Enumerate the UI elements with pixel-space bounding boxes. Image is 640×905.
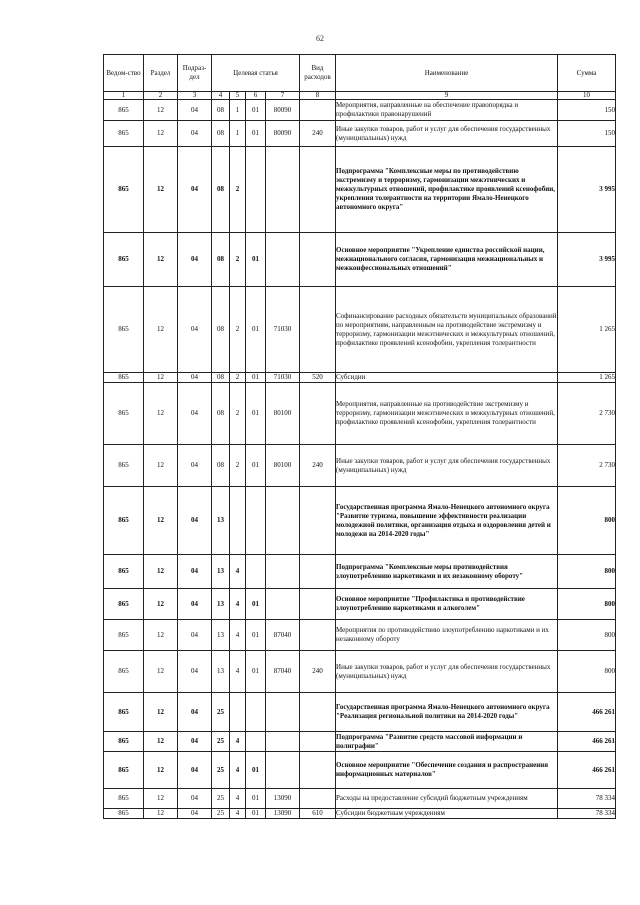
target-event-cell: 01 (246, 287, 266, 373)
target-subprogram-cell: 4 (230, 789, 246, 809)
sum-cell: 3 995 (558, 147, 616, 233)
target-program-cell: 08 (212, 287, 230, 373)
vedomstvo-cell: 865 (104, 147, 144, 233)
target-program-cell: 25 (212, 752, 230, 789)
target-subprogram-cell: 1 (230, 100, 246, 121)
target-subprogram-cell: 2 (230, 147, 246, 233)
podrazdel-cell: 04 (178, 651, 212, 693)
target-direction-cell (266, 555, 300, 589)
target-subprogram-cell: 2 (230, 233, 246, 287)
header-podrazdel: Подраз-дел (178, 55, 212, 92)
target-event-cell: 01 (246, 121, 266, 147)
vedomstvo-cell: 865 (104, 373, 144, 383)
vid-raskhodov-cell: 240 (300, 121, 336, 147)
target-event-cell (246, 555, 266, 589)
sum-cell: 2 730 (558, 383, 616, 445)
sum-cell: 466 261 (558, 752, 616, 789)
podrazdel-cell: 04 (178, 620, 212, 651)
table-row (104, 651, 616, 693)
vid-raskhodov-cell: 240 (300, 651, 336, 693)
razdel-cell: 12 (144, 789, 178, 809)
table-row (104, 121, 616, 147)
razdel-cell: 12 (144, 651, 178, 693)
header-row (104, 55, 616, 92)
target-direction-cell: 80090 (266, 121, 300, 147)
header-target-article: Целевая статья (212, 55, 300, 92)
target-direction-cell (266, 147, 300, 233)
target-direction-cell: 71030 (266, 373, 300, 383)
target-program-cell: 13 (212, 620, 230, 651)
table-row (104, 789, 616, 809)
razdel-cell: 12 (144, 732, 178, 752)
table-row (104, 445, 616, 487)
target-program-cell: 08 (212, 121, 230, 147)
table-row (104, 589, 616, 620)
vedomstvo-cell: 865 (104, 121, 144, 147)
name-cell: Подпрограмма "Комплексные меры по противодействию экстремизму и терроризму, гармонизации межэтнических и межкультурных отношений, профилактике проявлений ксенофобии, укрепления толерантности на территории Ямало-Ненецкого автономного округа" (336, 147, 558, 233)
target-program-cell: 13 (212, 589, 230, 620)
podrazdel-cell: 04 (178, 752, 212, 789)
target-subprogram-cell: 4 (230, 620, 246, 651)
target-program-cell: 13 (212, 487, 230, 555)
podrazdel-cell: 04 (178, 789, 212, 809)
target-subprogram-cell: 4 (230, 752, 246, 789)
name-cell: Государственная программа Ямало-Ненецкого автономного округа "Развитие туризма, повышение эффективности реализации молодежной политики, организация отдыха и оздоровления детей и молодежи на 2014-2020 годы" (336, 487, 558, 555)
target-event-cell: 01 (246, 789, 266, 809)
table-row (104, 732, 616, 752)
table-row (104, 620, 616, 651)
sum-cell: 78 334 (558, 809, 616, 819)
target-event-cell: 01 (246, 100, 266, 121)
target-program-cell: 08 (212, 233, 230, 287)
target-event-cell (246, 147, 266, 233)
col-number: 8 (300, 92, 336, 100)
target-direction-cell (266, 752, 300, 789)
col-number: 3 (178, 92, 212, 100)
podrazdel-cell: 04 (178, 383, 212, 445)
target-direction-cell (266, 487, 300, 555)
podrazdel-cell: 04 (178, 147, 212, 233)
target-direction-cell (266, 233, 300, 287)
target-direction-cell: 13090 (266, 809, 300, 819)
razdel-cell: 12 (144, 555, 178, 589)
name-cell: Иные закупки товаров, работ и услуг для обеспечения государственных (муниципальных) нужд (336, 445, 558, 487)
razdel-cell: 12 (144, 121, 178, 147)
vedomstvo-cell: 865 (104, 620, 144, 651)
name-cell: Подпрограмма "Комплексные меры противодействия злоупотреблению наркотиками и их незаконному обороту" (336, 555, 558, 589)
target-event-cell (246, 732, 266, 752)
vedomstvo-cell: 865 (104, 555, 144, 589)
col-number: 1 (104, 92, 144, 100)
podrazdel-cell: 04 (178, 121, 212, 147)
col-number: 6 (246, 92, 266, 100)
razdel-cell: 12 (144, 100, 178, 121)
target-program-cell: 25 (212, 789, 230, 809)
target-direction-cell: 13090 (266, 789, 300, 809)
vedomstvo-cell: 865 (104, 651, 144, 693)
sum-cell: 2 730 (558, 445, 616, 487)
vid-raskhodov-cell (300, 732, 336, 752)
target-subprogram-cell (230, 487, 246, 555)
table-row (104, 555, 616, 589)
razdel-cell: 12 (144, 589, 178, 620)
name-cell: Основное мероприятие "Укрепление единства российской нации, межнационального согласия, гармонизация межнациональных и межконфессиональных отношений" (336, 233, 558, 287)
target-program-cell: 25 (212, 809, 230, 819)
vid-raskhodov-cell (300, 589, 336, 620)
target-event-cell: 01 (246, 651, 266, 693)
target-subprogram-cell: 4 (230, 555, 246, 589)
vedomstvo-cell: 865 (104, 233, 144, 287)
target-subprogram-cell: 2 (230, 373, 246, 383)
target-direction-cell: 87040 (266, 620, 300, 651)
target-event-cell (246, 693, 266, 732)
page-number: 62 (316, 34, 324, 43)
vedomstvo-cell: 865 (104, 445, 144, 487)
razdel-cell: 12 (144, 373, 178, 383)
table-row (104, 752, 616, 789)
name-cell: Иные закупки товаров, работ и услуг для обеспечения государственных (муниципальных) нужд (336, 121, 558, 147)
col-number: 4 (212, 92, 230, 100)
target-program-cell: 08 (212, 445, 230, 487)
vid-raskhodov-cell (300, 620, 336, 651)
target-event-cell: 01 (246, 589, 266, 620)
header-vid-raskhodov: Вид расходов (300, 55, 336, 92)
target-direction-cell: 71030 (266, 287, 300, 373)
vedomstvo-cell: 865 (104, 693, 144, 732)
table-row (104, 147, 616, 233)
vedomstvo-cell: 865 (104, 100, 144, 121)
col-number: 10 (558, 92, 616, 100)
target-direction-cell (266, 693, 300, 732)
razdel-cell: 12 (144, 693, 178, 732)
razdel-cell: 12 (144, 752, 178, 789)
sum-cell: 800 (558, 555, 616, 589)
col-number: 9 (336, 92, 558, 100)
razdel-cell: 12 (144, 487, 178, 555)
vid-raskhodov-cell (300, 233, 336, 287)
target-direction-cell: 80090 (266, 100, 300, 121)
col-number: 7 (266, 92, 300, 100)
target-program-cell: 08 (212, 100, 230, 121)
target-program-cell: 13 (212, 651, 230, 693)
razdel-cell: 12 (144, 147, 178, 233)
vid-raskhodov-cell (300, 693, 336, 732)
target-program-cell: 08 (212, 383, 230, 445)
vid-raskhodov-cell (300, 487, 336, 555)
table-row (104, 487, 616, 555)
podrazdel-cell: 04 (178, 809, 212, 819)
vid-raskhodov-cell: 240 (300, 445, 336, 487)
target-subprogram-cell: 2 (230, 287, 246, 373)
name-cell: Расходы на предоставление субсидий бюджетным учреждениям (336, 789, 558, 809)
vedomstvo-cell: 865 (104, 383, 144, 445)
razdel-cell: 12 (144, 287, 178, 373)
vid-raskhodov-cell (300, 100, 336, 121)
col-number: 2 (144, 92, 178, 100)
table-row (104, 809, 616, 819)
vedomstvo-cell: 865 (104, 732, 144, 752)
target-program-cell: 13 (212, 555, 230, 589)
sum-cell: 466 261 (558, 693, 616, 732)
target-program-cell: 25 (212, 693, 230, 732)
name-cell: Мероприятия, направленные на обеспечение правопорядка и профилактики правонарушений (336, 100, 558, 121)
sum-cell: 78 334 (558, 789, 616, 809)
razdel-cell: 12 (144, 233, 178, 287)
table-row (104, 100, 616, 121)
name-cell: Иные закупки товаров, работ и услуг для обеспечения государственных (муниципальных) нужд (336, 651, 558, 693)
podrazdel-cell: 04 (178, 287, 212, 373)
target-subprogram-cell: 4 (230, 651, 246, 693)
target-subprogram-cell: 2 (230, 445, 246, 487)
target-event-cell: 01 (246, 233, 266, 287)
razdel-cell: 12 (144, 383, 178, 445)
target-event-cell: 01 (246, 752, 266, 789)
vid-raskhodov-cell (300, 383, 336, 445)
column-number-row (104, 92, 616, 100)
sum-cell: 3 995 (558, 233, 616, 287)
vedomstvo-cell: 865 (104, 487, 144, 555)
vid-raskhodov-cell (300, 287, 336, 373)
target-program-cell: 08 (212, 373, 230, 383)
header-name: Наименование (336, 55, 558, 92)
table-row (104, 383, 616, 445)
razdel-cell: 12 (144, 809, 178, 819)
table-row (104, 287, 616, 373)
target-program-cell: 25 (212, 732, 230, 752)
header-razdel: Раздел (144, 55, 178, 92)
name-cell: Государственная программа Ямало-Ненецкого автономного округа "Реализация региональной политики на 2014-2020 годы" (336, 693, 558, 732)
podrazdel-cell: 04 (178, 732, 212, 752)
vid-raskhodov-cell: 520 (300, 373, 336, 383)
razdel-cell: 12 (144, 620, 178, 651)
header-vedomstvo: Ведом-ство (104, 55, 144, 92)
target-event-cell (246, 487, 266, 555)
sum-cell: 800 (558, 651, 616, 693)
target-direction-cell: 80100 (266, 445, 300, 487)
table-row (104, 233, 616, 287)
target-subprogram-cell: 4 (230, 589, 246, 620)
sum-cell: 800 (558, 620, 616, 651)
vid-raskhodov-cell (300, 752, 336, 789)
target-event-cell: 01 (246, 620, 266, 651)
target-direction-cell (266, 732, 300, 752)
podrazdel-cell: 04 (178, 693, 212, 732)
vedomstvo-cell: 865 (104, 752, 144, 789)
razdel-cell: 12 (144, 445, 178, 487)
podrazdel-cell: 04 (178, 233, 212, 287)
name-cell: Основное мероприятие "Профилактика и противодействие злоупотреблению наркотиками и алкоголем" (336, 589, 558, 620)
target-event-cell: 01 (246, 445, 266, 487)
target-program-cell: 08 (212, 147, 230, 233)
sum-cell: 466 261 (558, 732, 616, 752)
header-sum: Сумма (558, 55, 616, 92)
table-row (104, 693, 616, 732)
podrazdel-cell: 04 (178, 555, 212, 589)
name-cell: Субсидии (336, 373, 558, 383)
sum-cell: 800 (558, 589, 616, 620)
vedomstvo-cell: 865 (104, 287, 144, 373)
vedomstvo-cell: 865 (104, 789, 144, 809)
name-cell: Основное мероприятие "Обеспечение создания и распространения информационных материалов" (336, 752, 558, 789)
sum-cell: 1 265 (558, 287, 616, 373)
name-cell: Подпрограмма "Развитие средств массовой информации и полиграфии" (336, 732, 558, 752)
podrazdel-cell: 04 (178, 445, 212, 487)
sum-cell: 1 265 (558, 373, 616, 383)
podrazdel-cell: 04 (178, 487, 212, 555)
target-subprogram-cell: 1 (230, 121, 246, 147)
col-number: 5 (230, 92, 246, 100)
name-cell: Мероприятия, направленные на противодействие экстремизму и терроризму, гармонизации межэтнических и межкультурных отношений, профилактике проявлений ксенофобии, укрепления толерантности (336, 383, 558, 445)
podrazdel-cell: 04 (178, 100, 212, 121)
name-cell: Мероприятия по противодействию злоупотреблению наркотиками и их незаконному обороту (336, 620, 558, 651)
target-event-cell: 01 (246, 809, 266, 819)
name-cell: Софинансирование расходных обязательств муниципальных образований по мероприятиям, направленным на противодействие экстремизму и терроризму, гармонизации межэтнических и межкультурных отношений, профилактике проявлений ксенофобии, укрепления толерантности (336, 287, 558, 373)
target-event-cell: 01 (246, 373, 266, 383)
podrazdel-cell: 04 (178, 373, 212, 383)
vedomstvo-cell: 865 (104, 589, 144, 620)
target-direction-cell: 87040 (266, 651, 300, 693)
sum-cell: 150 (558, 100, 616, 121)
target-subprogram-cell (230, 693, 246, 732)
vid-raskhodov-cell (300, 555, 336, 589)
target-direction-cell: 80100 (266, 383, 300, 445)
vedomstvo-cell: 865 (104, 809, 144, 819)
budget-table (103, 54, 616, 819)
target-event-cell: 01 (246, 383, 266, 445)
vid-raskhodov-cell (300, 789, 336, 809)
vid-raskhodov-cell: 610 (300, 809, 336, 819)
target-direction-cell (266, 589, 300, 620)
target-subprogram-cell: 4 (230, 809, 246, 819)
target-subprogram-cell: 2 (230, 383, 246, 445)
table-row (104, 373, 616, 383)
sum-cell: 800 (558, 487, 616, 555)
podrazdel-cell: 04 (178, 589, 212, 620)
target-subprogram-cell: 4 (230, 732, 246, 752)
sum-cell: 150 (558, 121, 616, 147)
name-cell: Субсидии бюджетным учреждениям (336, 809, 558, 819)
vid-raskhodov-cell (300, 147, 336, 233)
